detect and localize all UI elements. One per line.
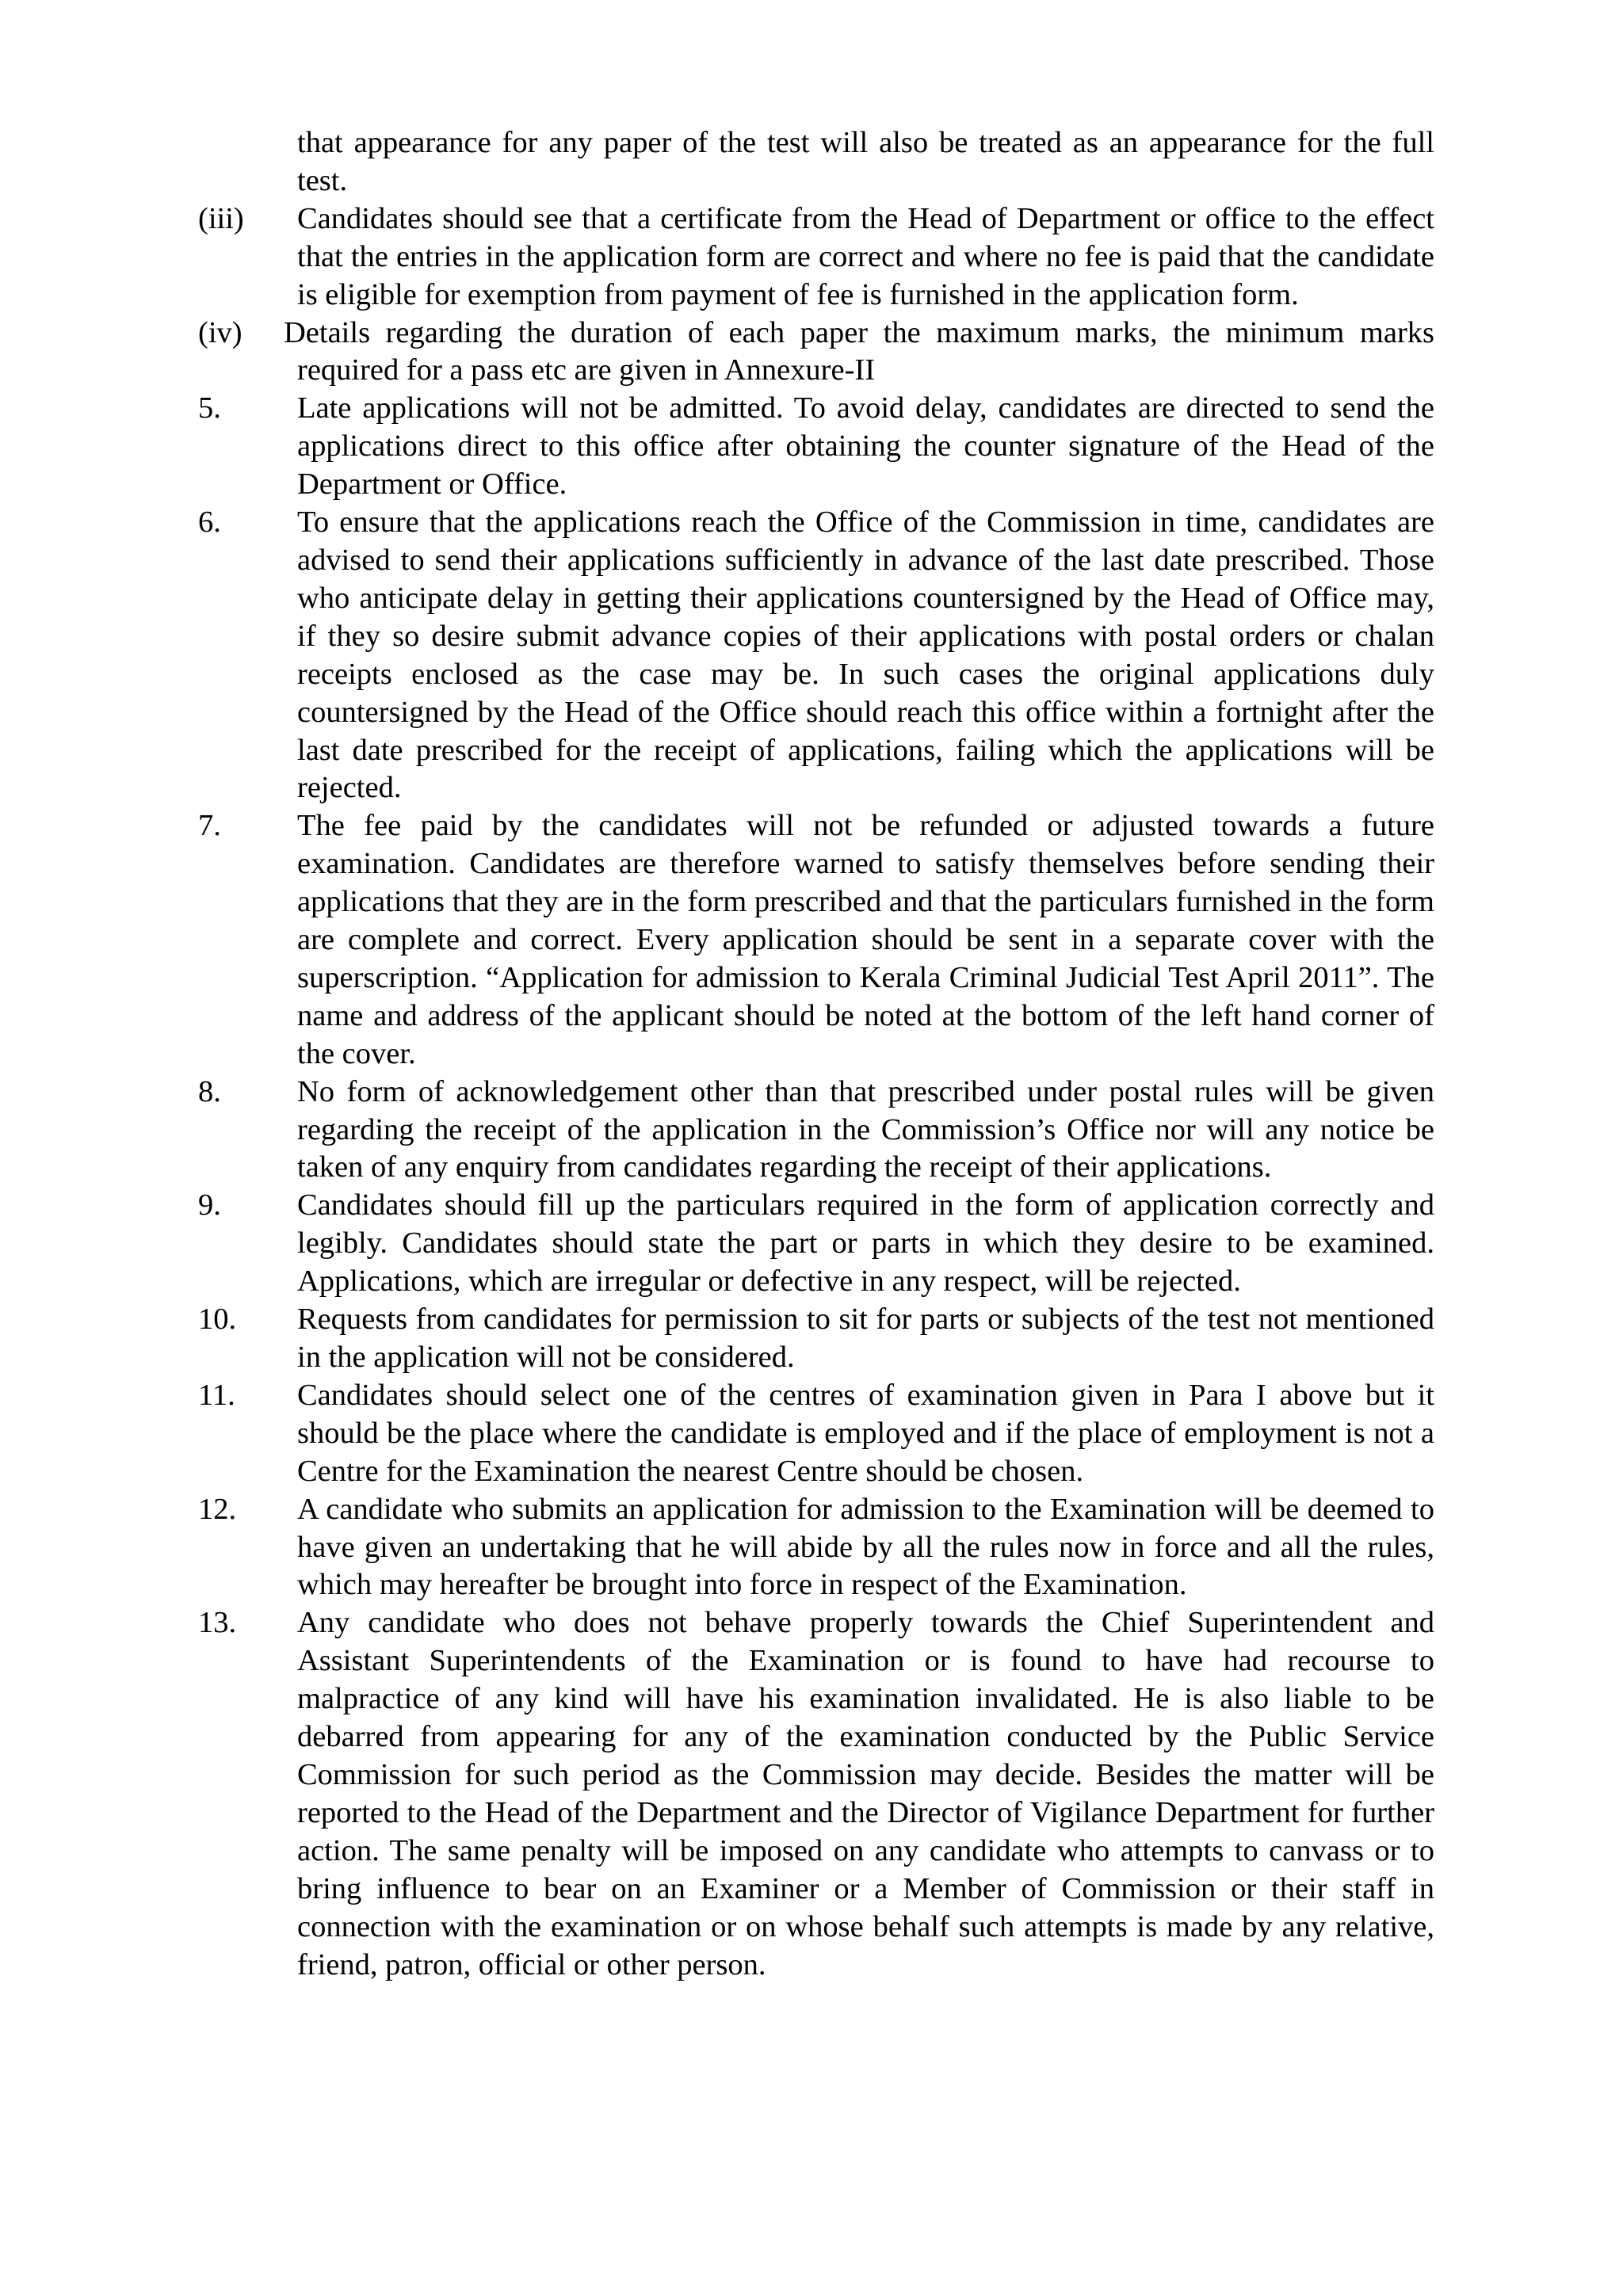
list-marker: 9. (198, 1188, 221, 1222)
document-body (198, 124, 1434, 1984)
list-item-text: Any candidate who does not behave properly towards the Chief Superintendent and Assistant Superintendents of the Examination or is found to have had recourse to malpractice of any kind will have his examination invalidated. He is also liable to be debarred from appearing for any of the examination conducted by the Public Service Commission for such period as the Commission may decide. Besides the matter will be reported to the Head of the Department and the Director of Vigilance Department for further action. The same penalty will be imposed on any candidate who attempts to canvass or to bring influence to bear on an Examiner or a Member of Commission or their staff in connection with the examination or on whose behalf such attempts is made by any relative, friend, patron, official or other person. (297, 1606, 1434, 1981)
list-item-text: Candidates should fill up the particulars required in the form of application correctly and legibly. Candidates should state the part or parts in which they desire to be examined. Applications, which are irregular or defective in any respect, will be rejected. (297, 1188, 1434, 1299)
list-item-13 (198, 1604, 1434, 1984)
continuation-text: that appearance for any paper of the test will also be treated as an appearance for the full test. (297, 126, 1434, 197)
list-marker: (iv) (198, 315, 242, 349)
list-item-9 (198, 1187, 1434, 1301)
list-item-iv (198, 315, 1434, 391)
list-item-text: Candidates should select one of the centres of examination given in Para I above but it should be the place where the candidate is employed and if the place of employment is not a Centre for the Examination the nearest Centre should be chosen. (297, 1378, 1434, 1488)
list-marker: 12. (198, 1492, 237, 1526)
list-item-text: The fee paid by the candidates will not be refunded or adjusted towards a future examination. Candidates are therefore warned to satisfy themselves before sending their applications that they are in the form prescribed and that the particulars furnished in the form are complete and correct. Every application should be sent in a separate cover with the superscription. “Application for admission to Kerala Criminal Judicial Test April 2011”. The name and address of the applicant should be noted at the bottom of the left hand corner of the cover. (297, 809, 1434, 1070)
list-marker: 11. (198, 1378, 235, 1412)
list-item-text: A candidate who submits an application for admission to the Examination will be deemed to have given an undertaking that he will abide by all the rules now in force and all the rules, which may hereafter be brought into force in respect of the Examination. (297, 1492, 1434, 1602)
list-marker: (iii) (198, 201, 244, 235)
list-item-text: Candidates should see that a certificate from the Head of Department or office to the effect that the entries in the application form are correct and where no fee is paid that the candidate is eligible for exemption from payment of fee is furnished in the application form. (297, 201, 1434, 311)
list-item-iii (198, 200, 1434, 315)
list-marker: 5. (198, 391, 221, 425)
list-marker: 13. (198, 1606, 237, 1640)
list-item-6 (198, 504, 1434, 807)
list-item-12 (198, 1491, 1434, 1605)
list-item-text: To ensure that the applications reach the Office of the Commission in time, candidates are advised to send their applications sufficiently in advance of the last date prescribed. Those who anticipate delay in getting their applications countersigned by the Head of Office may, if they so desire submit advance copies of their applications with postal orders or chalan receipts enclosed as the case may be. In such cases the original applications duly countersigned by the Head of the Office should reach this office within a fortnight after the last date prescribed for the receipt of applications, failing which the applications will be rejected. (297, 505, 1434, 805)
list-item-10 (198, 1301, 1434, 1377)
list-item-8 (198, 1074, 1434, 1188)
list-marker: 8. (198, 1074, 221, 1108)
list-item-5 (198, 390, 1434, 504)
list-item-text: Requests from candidates for permission to sit for parts or subjects of the test not mentioned in the application will not be considered. (297, 1302, 1434, 1374)
list-marker: 6. (198, 505, 221, 540)
list-item-text: Late applications will not be admitted. To avoid delay, candidates are directed to send the applications direct to this office after obtaining the counter signature of the Head of the Department or Office. (297, 391, 1434, 502)
list-marker: 10. (198, 1302, 237, 1337)
list-item-text: No form of acknowledgement other than that prescribed under postal rules will be given regarding the receipt of the application in the Commission’s Office nor will any notice be taken of any enquiry from candidates regarding the receipt of their applications. (297, 1074, 1434, 1184)
list-item-text: Details regarding the duration of each paper the maximum marks, the minimum marks required for a pass etc are given in Annexure-II (284, 315, 1434, 387)
list-item-7 (198, 807, 1434, 1073)
list-marker: 7. (198, 809, 221, 843)
continuation-paragraph (198, 124, 1434, 200)
list-item-11 (198, 1377, 1434, 1491)
